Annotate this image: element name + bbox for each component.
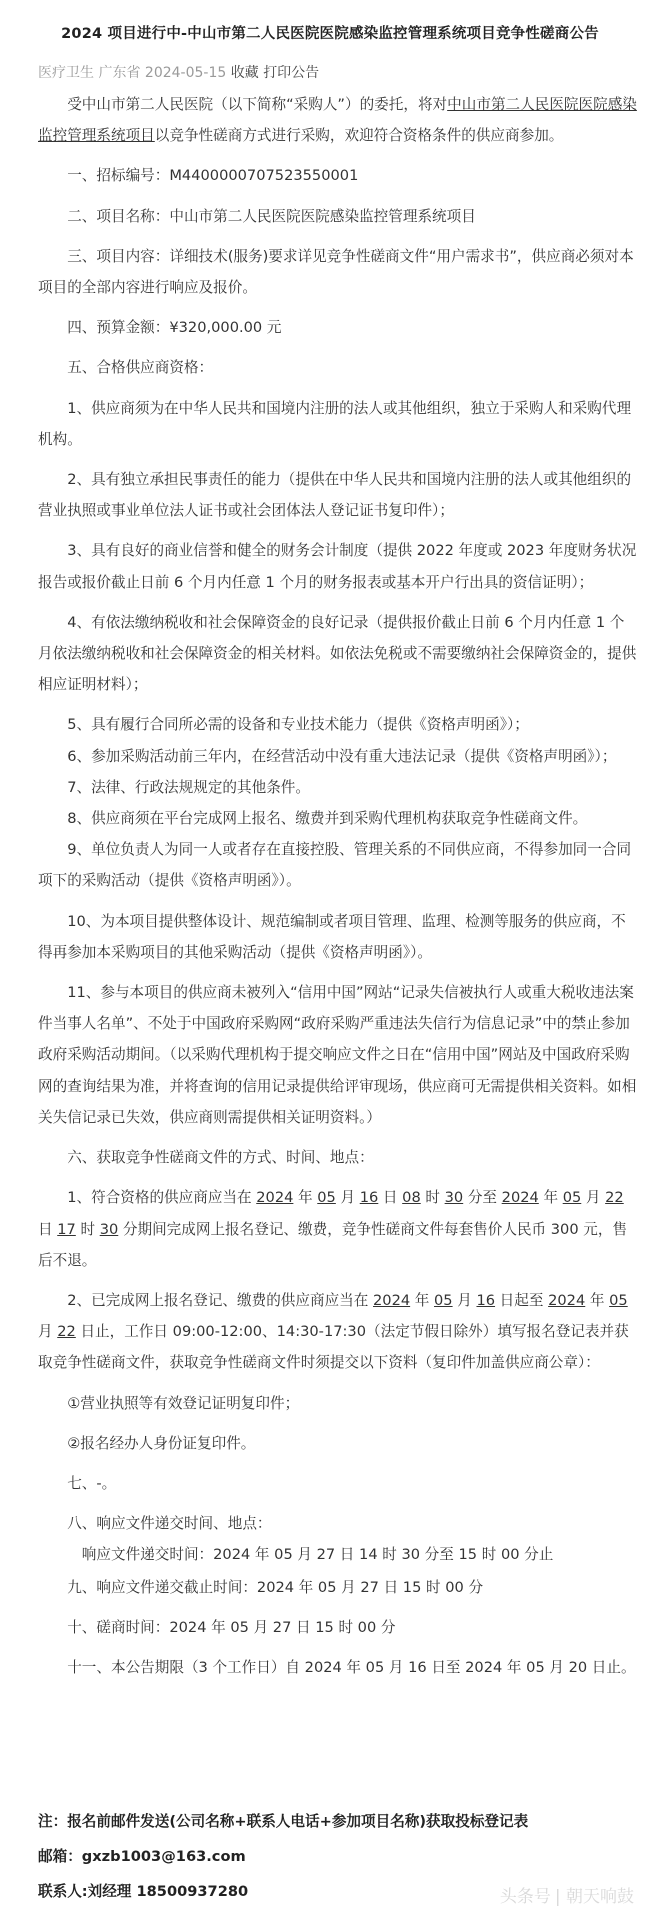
meta-line [38,62,319,82]
qualification-10: 10、为本项目提供整体设计、规范编制或者项目管理、监理、检测等服务的供应商，不得再参加本采购项目的其他采购活动（提供《资格声明函》）。 [38,912,626,961]
footer-email: 邮箱：gxzb1003@163.com [38,1848,246,1865]
qualification-8: 8、供应商须在平台完成网上报名、缴费并到采购代理机构获取竞争性磋商文件。 [67,810,588,828]
qualification-2: 2、具有独立承担民事责任的能力（提供在中华人民共和国境内注册的法人或其他组织的营业执照或事业单位法人证书或社会团体法人登记证书复印件）； [38,471,632,520]
watermark-author: | 朝天响鼓 [554,1887,634,1907]
section-1: 一、招标编号：M4400000707523550001 [67,167,359,185]
meta-date: 2024-05-15 [144,65,227,81]
obtain-2: 2、已完成网上报名登记、缴费的供应商应当在 2024 年 05 月 16 日起至 2024 年 05 月 22 日止，工作日 09:00-12:00、14:30-17:30（法定节假日除外）填写报名登记表并获取竞争性磋商文件，获取竞争性磋商文件时须提交以下资料（复印件加盖供应商公章）： [38,1291,629,1372]
print-link[interactable]: 打印公告 [263,65,320,81]
qualification-11: 11、参与本项目的供应商未被列入“信用中国”网站“记录失信被执行人或重大税收违法案件当事人名单”、不处于中国政府采购网“政府采购严重违法失信行为信息记录”中的禁止参加政府采购活动期间。（以采购代理机构于提交响应文件之日在“信用中国”网站及中国政府采购网的查询结果为准，并将查询的信用记录提供给评审现场，供应商可无需提供相关资料。如相关失信记录已失效，供应商则需提供相关证明资料。） [38,984,637,1126]
section-3: 三、项目内容：详细技术(服务)要求详见竞争性磋商文件“用户需求书”，供应商必须对本项目的全部内容进行响应及报价。 [38,247,634,297]
watermark-platform: 头条号 [499,1887,551,1907]
footer-note: 注：报名前邮件发送(公司名称+联系人电话+参加项目名称)获取投标登记表 [38,1813,529,1830]
section-8-detail: 响应文件递交时间：2024 年 05 月 27 日 14 时 30 分至 15 时 00 分止 [81,1546,554,1564]
section-8: 八、响应文件递交时间、地点： [67,1515,272,1533]
announcement-body [38,89,638,1692]
meta-category: 医疗卫生 [38,65,94,81]
page-title: 2024 项目进行中-中山市第二人民医院医院感染监控管理系统项目竞争性磋商公告 [61,26,599,42]
qualification-1: 1、供应商须为在中华人民共和国境内注册的法人或其他组织，独立于采购人和采购代理机构。 [38,399,632,448]
qualification-6: 6、参加采购活动前三年内，在经营活动中没有重大违法记录（提供《资格声明函》）； [67,747,617,765]
meta-region: 广东省 [98,65,141,81]
collect-link[interactable]: 收藏 [230,65,259,81]
qualification-3: 3、具有良好的商业信誉和健全的财务会计制度（提供 2022 年度或 2023 年度财务状况报告或报价截止日前 6 个月内任意 1 个月的财务报表或基本开户行出具的资信证明）； [38,542,637,591]
contact-footer [38,1804,528,1909]
section-4: 四、预算金额：¥320,000.00 元 [67,319,282,337]
section-7: 七、-。 [67,1474,117,1492]
qualification-5: 5、具有履行合同所必需的设备和专业技术能力（提供《资格声明函》）； [67,716,529,734]
section-10: 十、磋商时间：2024 年 05 月 27 日 15 时 00 分 [67,1618,396,1636]
section-2: 二、项目名称：中山市第二人民医院医院感染监控管理系统项目 [67,207,476,225]
section-5: 五、合格供应商资格： [67,359,214,377]
qualification-9: 9、单位负责人为同一人或者存在直接控股、管理关系的不同供应商，不得参加同一合同项下的采购活动（提供《资格声明函》）。 [38,841,632,890]
watermark [496,1882,634,1907]
qualification-7: 7、法律、行政法规规定的其他条件。 [67,778,310,796]
qualification-4: 4、有依法缴纳税收和社会保障资金的良好记录（提供报价截止日前 6 个月内任意 1 个月依法缴纳税收和社会保障资金的相关材料。如依法免税或不需要缴纳社会保障资金的，提供相应证明材料）； [38,613,637,694]
obtain-4: ②报名经办人身份证复印件。 [67,1434,256,1452]
obtain-3: ①营业执照等有效登记证明复印件； [67,1394,300,1412]
footer-contact: 联系人:刘经理 18500937280 [38,1883,249,1900]
section-9: 九、响应文件递交截止时间：2024 年 05 月 27 日 15 时 00 分 [67,1578,484,1596]
section-11: 十一、本公告期限（3 个工作日）自 2024 年 05 月 16 日至 2024 年 05 月 20 日止。 [67,1658,636,1676]
section-6: 六、获取竞争性磋商文件的方式、时间、地点： [67,1149,374,1167]
project-link[interactable]: 中山市第二人民医院医院感染监控管理系统项目 [38,96,637,145]
obtain-1: 1、符合资格的供应商应当在 2024 年 05 月 16 日 08 时 30 分至 2024 年 05 月 22 日 17 时 30 分期间完成网上报名登记、缴费，竞争性磋商文件每套售价人民币 300 元，售后不退。 [38,1189,628,1269]
intro-paragraph: 受中山市第二人民医院（以下简称“采购人”）的委托，将对中山市第二人民医院医院感染监控管理系统项目以竞争性磋商方式进行采购，欢迎符合资格条件的供应商参加。 [38,96,637,145]
